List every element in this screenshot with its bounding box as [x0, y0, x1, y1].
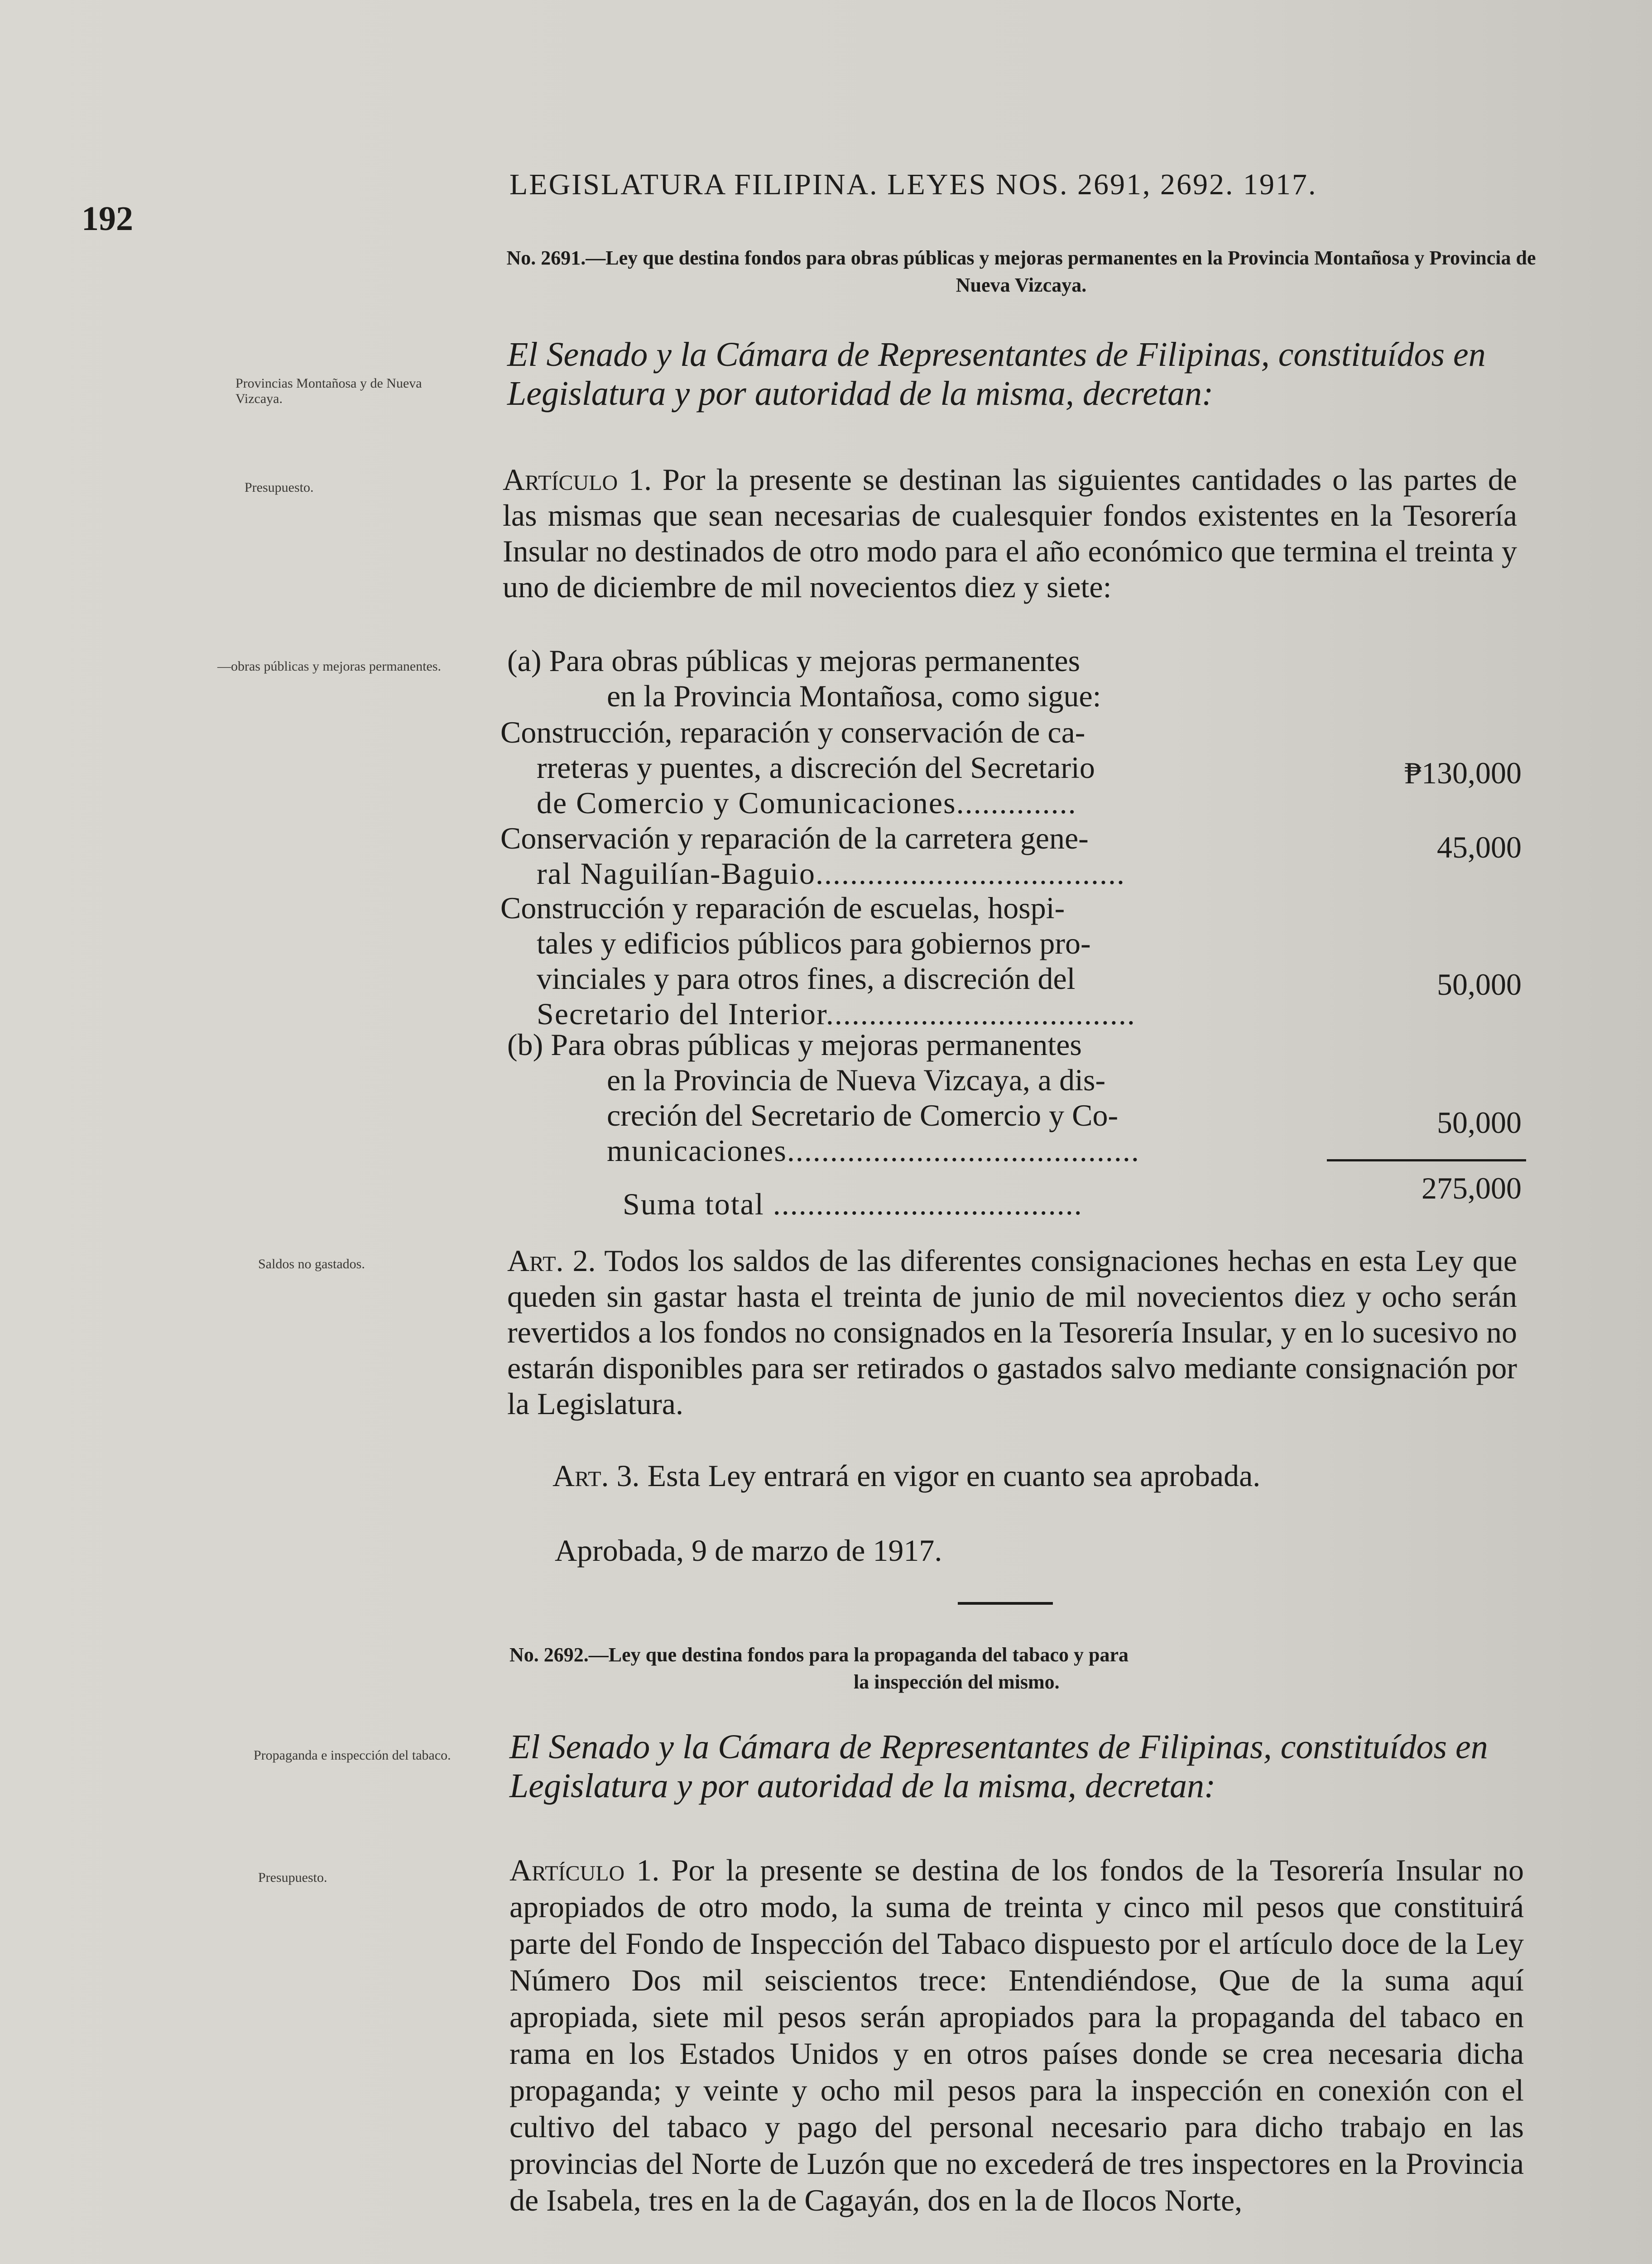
item-a-line-1: (a) Para obras públicas y mejoras permanentes	[507, 643, 1081, 678]
total-amount: 275,000	[1421, 1171, 1522, 1205]
margin-note-budget-2: Presupuesto.	[258, 1870, 327, 1885]
law-2691-intro: El Senado y la Cámara de Representantes de Filipinas, constituídos en Legislatura y por autoridad de la misma, decretan:	[507, 336, 1486, 413]
margin-note-budget: Presupuesto.	[245, 480, 314, 495]
article-3-label: Art. 3.	[552, 1458, 640, 1493]
item-b-line-2: en la Provincia de Nueva Vizcaya, a dis-	[607, 1063, 1106, 1097]
item-2-line-2: ral Naguilían-Baguio....................................	[537, 856, 1125, 891]
page-number: 192	[82, 200, 133, 238]
article-1b-label: Artículo 1.	[509, 1853, 660, 1887]
item-a-line-2: en la Provincia Montañosa, como sigue:	[607, 679, 1101, 713]
item-3-line-3: vinciales y para otros fines, a discreción del	[537, 961, 1076, 996]
law-2692-heading-line-1: No. 2692.—Ley que destina fondos para la propaganda del tabaco y para	[509, 1644, 1129, 1666]
law-2692-intro: El Senado y la Cámara de Representantes de Filipinas, constituídos en Legislatura y por autoridad de la misma, decretan:	[509, 1728, 1488, 1805]
law-2692-heading-line-2: la inspección del mismo.	[854, 1671, 1060, 1693]
article-2-text: Todos los saldos de las diferentes consignaciones hechas en esta Ley que queden sin gastar hasta el treinta de junio de mil novecientos diez y ocho serán revertidos a los fondos no consignados en la Tesorería Insular, y en lo sucesivo no estarán disponibles para ser retirados o gastados salvo mediante consignación por la Legislatura.	[507, 1243, 1517, 1421]
item-b-line-4: municaciones.........................................	[607, 1133, 1140, 1168]
item-1-line-3-text: de Comercio y Comunicaciones	[537, 786, 956, 820]
item-3-amount: 50,000	[1437, 967, 1522, 1002]
law-2691-heading: No. 2691.—Ley que destina fondos para obras públicas y mejoras permanentes en la Provincia Montañosa y Provincia de Nueva Vizcaya.	[506, 247, 1536, 296]
law-2691-article-2	[507, 1243, 1517, 1422]
law-2691-article-3	[507, 1458, 1517, 1494]
item-2-amount: 45,000	[1437, 830, 1522, 864]
article-1b-text: Por la presente se destina de los fondos de la Tesorería Insular no apropiados de otro modo, la suma de treinta y cinco mil pesos que constituirá parte del Fondo de Inspección del Tabaco dispuesto por el artículo doce de la Ley Número Dos mil seiscientos trece: Entendiéndose, Que de la suma aquí apropiada, siete mil pesos serán apropiados para la propaganda del tabaco en rama en los Estados Unidos y en otros países donde se crea necesaria dicha propaganda; y veinte y ocho mil pesos para la inspección en conexión con el cultivo del tabaco y pago del personal necesario para dicho trabajo en las provincias del Norte de Luzón que no excederá de tres inspectores en la Provincia de Isabela, tres en la de Cagayán, dos en la de Ilocos Norte,	[509, 1853, 1524, 2217]
item-b-amount: 50,000	[1437, 1105, 1522, 1140]
total-label: Suma total	[623, 1187, 764, 1221]
margin-note-works: —obras públicas y mejoras permanentes.	[217, 659, 442, 674]
running-head: LEGISLATURA FILIPINA. LEYES NOS. 2691, 2692. 1917.	[509, 168, 1317, 201]
law-2691-article-1	[503, 462, 1517, 605]
item-2-line-2-text: ral Naguilían-Baguio	[537, 856, 816, 891]
article-1-label: Artículo 1.	[503, 462, 652, 497]
margin-note-unspent: Saldos no gastados.	[258, 1257, 365, 1271]
approval-date: Aprobada, 9 de marzo de 1917.	[555, 1533, 942, 1568]
law-2692-article-1	[509, 1852, 1524, 2219]
sum-rule	[1327, 1159, 1526, 1161]
item-b-line-3: creción del Secretario de Comercio y Co-	[607, 1098, 1119, 1132]
margin-note-provinces: Provincias Montañosa y de Nueva Vizcaya.	[235, 376, 422, 406]
item-1-line-2: rreteras y puentes, a discreción del Secretario	[537, 750, 1095, 785]
item-1-line-3: de Comercio y Comunicaciones..............	[537, 786, 1077, 820]
item-3-line-2: tales y edificios públicos para gobiernos pro-	[537, 926, 1091, 960]
article-1-text: Por la presente se destinan las siguientes cantidades o las partes de las mismas que sean necesarias de cualesquier fondos existentes en la Tesorería Insular no destinados de otro modo para el año económico que termina el treinta y uno de diciembre de mil novecientos diez y siete:	[503, 462, 1517, 604]
total-row: Suma total ....................................	[623, 1187, 1083, 1221]
item-3-line-4: Secretario del Interior....................................	[537, 997, 1136, 1031]
item-b-line-4-text: municaciones	[607, 1133, 787, 1168]
item-3-line-4-text: Secretario del Interior	[537, 997, 826, 1031]
section-divider	[958, 1602, 1053, 1605]
item-2-line-1: Conservación y reparación de la carretera gene-	[500, 821, 1089, 855]
article-3-text: Esta Ley entrará en vigor en cuanto sea aprobada.	[647, 1458, 1261, 1493]
item-1-line-1: Construcción, reparación y conservación de ca-	[500, 715, 1085, 749]
margin-note-tobacco: Propaganda e inspección del tabaco.	[254, 1748, 451, 1763]
item-b-line-1: (b) Para obras públicas y mejoras permanentes	[507, 1027, 1082, 1062]
item-1-amount: ₱130,000	[1404, 756, 1522, 790]
article-2-label: Art. 2.	[507, 1243, 596, 1278]
item-3-line-1: Construcción y reparación de escuelas, hospi-	[500, 891, 1065, 925]
